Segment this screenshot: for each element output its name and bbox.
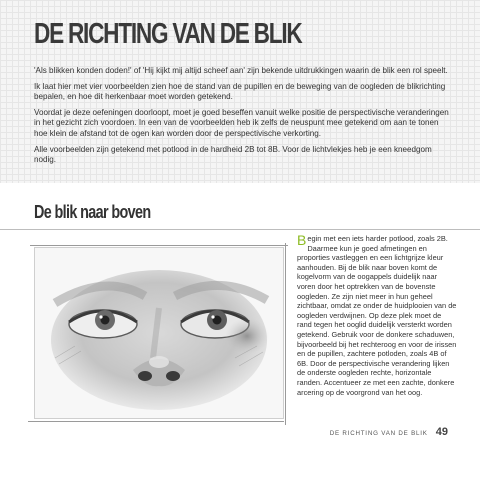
section-title: De blik naar boven (34, 202, 151, 222)
section-body: egin met een iets harder potlood, zoals 2B. Daarmee kun je goed afmetingen en proporties vastleggen en een lichtgrijze kleur aanhouden. Bij de blik naar boven komt de kogelvorm van de oogappels duidelijk naar voren door het optrekken van de bovenste oogleden. Ze zijn niet meer in hun geheel zichtbaar, omdat ze onder de huidplooien van de oogleden verdwijnen. Op deze plek moet de rand tegen het ooglid duidelijk versterkt worden getekend. Gebruik voor de donkere schaduwen, bijvoorbeeld bij het rechteroog en voor de irissen en de pupillen, zachtere potloden, zoals 4B of 6B. Door de perspectivische verandering lijken de onderste oogleden rechte, horizontale randen. Accentueer ze met een zachte, donkere arcering op de voorgrond van het oog. (297, 234, 457, 397)
page-title: DE RICHTING VAN DE BLIK (34, 18, 302, 50)
intro-text (34, 66, 452, 171)
frame-accent-bottom (28, 421, 284, 422)
section-body-text (297, 234, 457, 397)
intro-paragraph: Alle voorbeelden zijn getekend met potlood in de hardheid 2B tot 8B. Voor de lichtvlekjes heb je een kneedgom nodig. (34, 144, 432, 165)
running-head: DE RICHTING VAN DE BLIK (329, 430, 428, 437)
intro-paragraph: Voordat je deze oefeningen doorloopt, moet je goed beseffen vanuit welke positie de perspectivische veranderingen in het gezicht zich voordoen. In een van de voorbeelden heb ik zelfs de neuspunt mee getekend om aan te tonen hoe klein de afstand tot de ogen kan worden door de perspectivische verkorting. (34, 107, 449, 138)
pencil-drawing-eyes-looking-up (34, 247, 284, 419)
intro-paragraph: Ik laat hier met vier voorbeelden zien hoe de stand van de pupillen en de beweging van de oogleden de blikrichting bepalen, en hoe dit herkenbaar moet worden getekend. (34, 81, 446, 102)
frame-accent-top (30, 245, 288, 246)
eyes-sketch-illustration (35, 248, 283, 418)
section-divider (0, 229, 480, 230)
intro-paragraph: 'Als blikken konden doden!' of 'Hij kijkt mij altijd scheef aan' zijn bekende uitdrukkingen waarin de blik een rol speelt. (34, 66, 448, 75)
page-number: 49 (435, 426, 448, 438)
page-footer (330, 426, 448, 438)
drop-cap: B (297, 232, 307, 248)
frame-accent-right (285, 243, 286, 425)
